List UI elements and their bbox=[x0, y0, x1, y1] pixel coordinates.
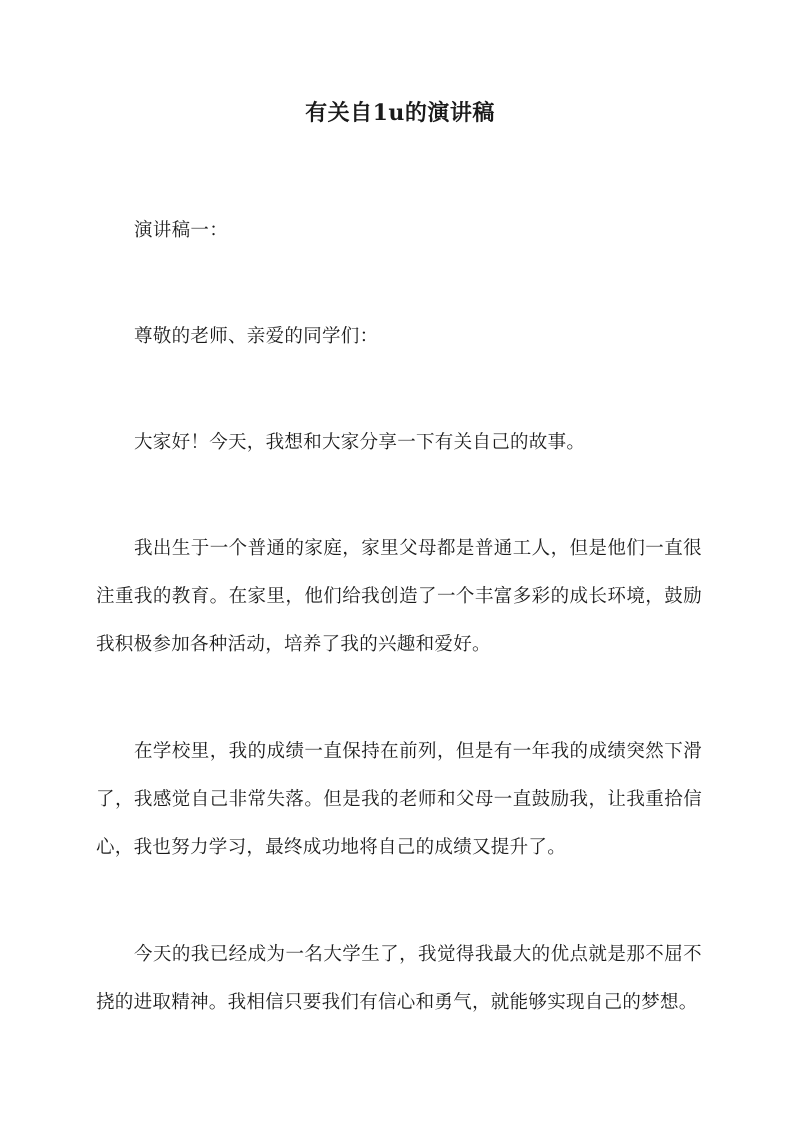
family-background-paragraph: 我出生于一个普通的家庭，家里父母都是普通工人，但是他们一直很注重我的教育。在家里，他们给我创造了一个丰富多彩的成长环境，鼓励我积极参加各种活动，培养了我的兴趣和爱好。 bbox=[96, 538, 702, 655]
greeting-paragraph: 大家好！今天，我想和大家分享一下有关自己的故事。 bbox=[134, 432, 586, 453]
document-title: 有关自1u的演讲稿 bbox=[305, 100, 495, 126]
salutation-paragraph: 尊敬的老师、亲爱的同学们： bbox=[134, 326, 379, 347]
present-self-paragraph: 今天的我已经成为一名大学生了，我觉得我最大的优点就是那不屈不挠的进取精神。我相信只要我们有信心和勇气，就能够实现自己的梦想。 bbox=[96, 944, 702, 1013]
school-experience-paragraph: 在学校里，我的成绩一直保持在前列，但是有一年我的成绩突然下滑了，我感觉自己非常失落。但是我的老师和父母一直鼓励我，让我重拾信心，我也努力学习，最终成功地将自己的成绩又提升了。 bbox=[96, 741, 702, 858]
speech-label-paragraph: 演讲稿一： bbox=[134, 220, 229, 241]
